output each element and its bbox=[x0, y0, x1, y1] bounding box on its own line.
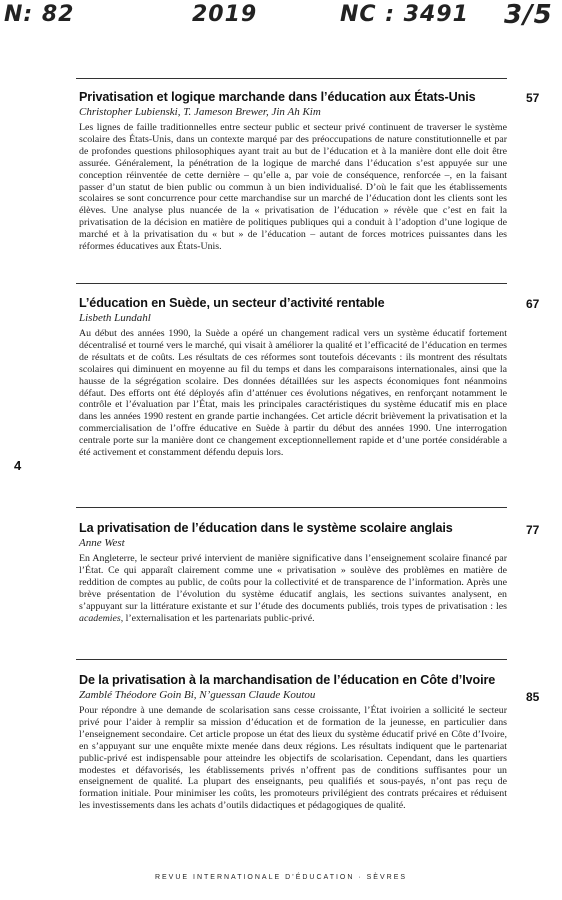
abstract-text: , l’externalisation et les partenariats public-privé. bbox=[120, 612, 315, 624]
article-title: Privatisation et logique marchande dans l’éducation aux États-Unis bbox=[79, 90, 476, 104]
article-abstract bbox=[79, 553, 507, 624]
article-1 bbox=[79, 90, 507, 253]
article-2 bbox=[79, 296, 507, 459]
journal-footer: REVUE INTERNATIONALE D’ÉDUCATION · SÈVRES bbox=[154, 874, 408, 881]
article-abstract: Pour répondre à une demande de scolarisation sans cesse croissante, l’État ivoirien a sollicité le secteur privé pour l’aider à remplir sa mission d’éducation et de formation de la jeunesse, en particulier dans l’enseignement secondaire. Cet article propose un état des lieux du système éducatif privé en Côte d’Ivoire, en s’appuyant sur une enquête mixte menée dans deux régions. Les résultats indiquent que le partenariat public-privé est indispensable pour atteindre les objectifs de scolarisation. Cependant, dans les quartiers modestes et défavorisés, les établissements privés n’offrent pas de conditions suffisantes pour un enseignement de qualité. La plupart des enseignants, peu qualifiés et sous-payés, n’ont pas reçu de formation initiale. Pour minimiser les coûts, les promoteurs privilégient des contrats précaires et réduisent les investissements dans les achats d’outils didactiques et pédagogiques de qualité. bbox=[79, 705, 507, 812]
article-authors: Zamblé Théodore Goin Bi, N’guessan Claude Koutou bbox=[79, 689, 316, 701]
article-authors: Lisbeth Lundahl bbox=[79, 312, 151, 324]
handwritten-code: NC : 3491 bbox=[340, 2, 469, 27]
article-page-number: 77 bbox=[526, 523, 540, 537]
article-authors: Anne West bbox=[79, 537, 125, 549]
handwritten-year: 2019 bbox=[192, 2, 258, 27]
article-abstract: Les lignes de faille traditionnelles entre secteur public et secteur privé continuent de traverser le système scolaire des États-Unis, dans un contexte marqué par des préoccupations de nature constitutionnelle et par de profondes questions philosophiques ayant trait au but de l’éducation et à la manière dont elle doit être assurée. Généralement, la pénétration de la logique de marché dans l’éducation s’est appuyée sur une conception réinventée de cette dernière – qu’elle a, par voie de conséquence, renforcée –, en la faisant passer d’un statut de bien public ou commun à un bien individualisé. D’où le fait que les établissements scolaires se sont concurrence pour cette marchandise sur un marché de l’éducation dont les clients sont les élèves. Une analyse plus nuancée de la « privatisation de l’éducation » révèle que c’est en fait la privatisation de la décision en matière de politiques publiques qui a conduit à l’adoption d’une logique de marché et à la privatisation du « but » de l’éducation – autant de forces motrices puissantes dans les réformes éducatives aux États-Unis. bbox=[79, 122, 507, 253]
article-title: La privatisation de l’éducation dans le système scolaire anglais bbox=[79, 521, 453, 535]
article-3 bbox=[79, 521, 507, 624]
section-divider bbox=[76, 507, 507, 508]
article-authors: Christopher Lubienski, T. Jameson Brewer, Jin Ah Kim bbox=[79, 106, 321, 118]
abstract-italic-term: academies bbox=[79, 612, 121, 624]
article-page-number: 67 bbox=[526, 297, 540, 311]
article-4 bbox=[79, 673, 507, 812]
abstract-text: En Angleterre, le secteur privé intervient de manière significative dans l’enseignement scolaire financé par l’État. Ce qui apparaît clairement comme une « privatisation » soulève des problèmes en matière de reddition de comptes au public, de coûts pour la collectivité et de transparence de l’information. Après une brève présentation de l’évolution du système éducatif anglais, les sections suivantes analysent, en s’appuyant sur la littérature existante et sur l’étude des documents publiés, trois types de privatisation : les bbox=[79, 553, 507, 612]
article-abstract: Au début des années 1990, la Suède a opéré un changement radical vers un système éducatif fortement décentralisé et tourné vers le marché, qui visait à améliorer la qualité et l’efficacité de l’éducation en termes de résultats et de coûts. Les résultats de ces réformes sont toutefois décevants : ils montrent des résultats scolaires qui diminuent en moyenne au fil du temps et dans les comparaisons internationales, ainsi que la hausse de la ségrégation scolaire. Des données détaillées sur les aspects économiques font néanmoins défaut. Des efforts ont été déployés afin d’atténuer ces évolutions négatives, en renforçant notamment le contrôle et l’évaluation par l’État, mais les principales caractéristiques du système éducatif mis en place dans les années 1990 restent en grande partie inchangées. Cet article décrit brièvement la privatisation et la commercialisation de l’offre éducative en Suède à partir du début des années 1990. Une interrogation centrale porte sur la manière dont ce changement exceptionnellement rapide et d’une portée considérable a été activement et constamment défendu depuis lors. bbox=[79, 328, 507, 459]
side-page-number: 4 bbox=[14, 458, 22, 473]
article-title: L’éducation en Suède, un secteur d’activité rentable bbox=[79, 296, 385, 310]
section-divider bbox=[76, 78, 507, 79]
article-page-number: 57 bbox=[526, 91, 540, 105]
section-divider bbox=[76, 659, 507, 660]
handwritten-number: N: 82 bbox=[4, 2, 75, 27]
article-page-number: 85 bbox=[526, 690, 540, 704]
handwritten-fraction: 3/5 bbox=[504, 0, 553, 30]
article-title: De la privatisation à la marchandisation de l’éducation en Côte d’Ivoire bbox=[79, 673, 496, 687]
section-divider bbox=[76, 283, 507, 284]
